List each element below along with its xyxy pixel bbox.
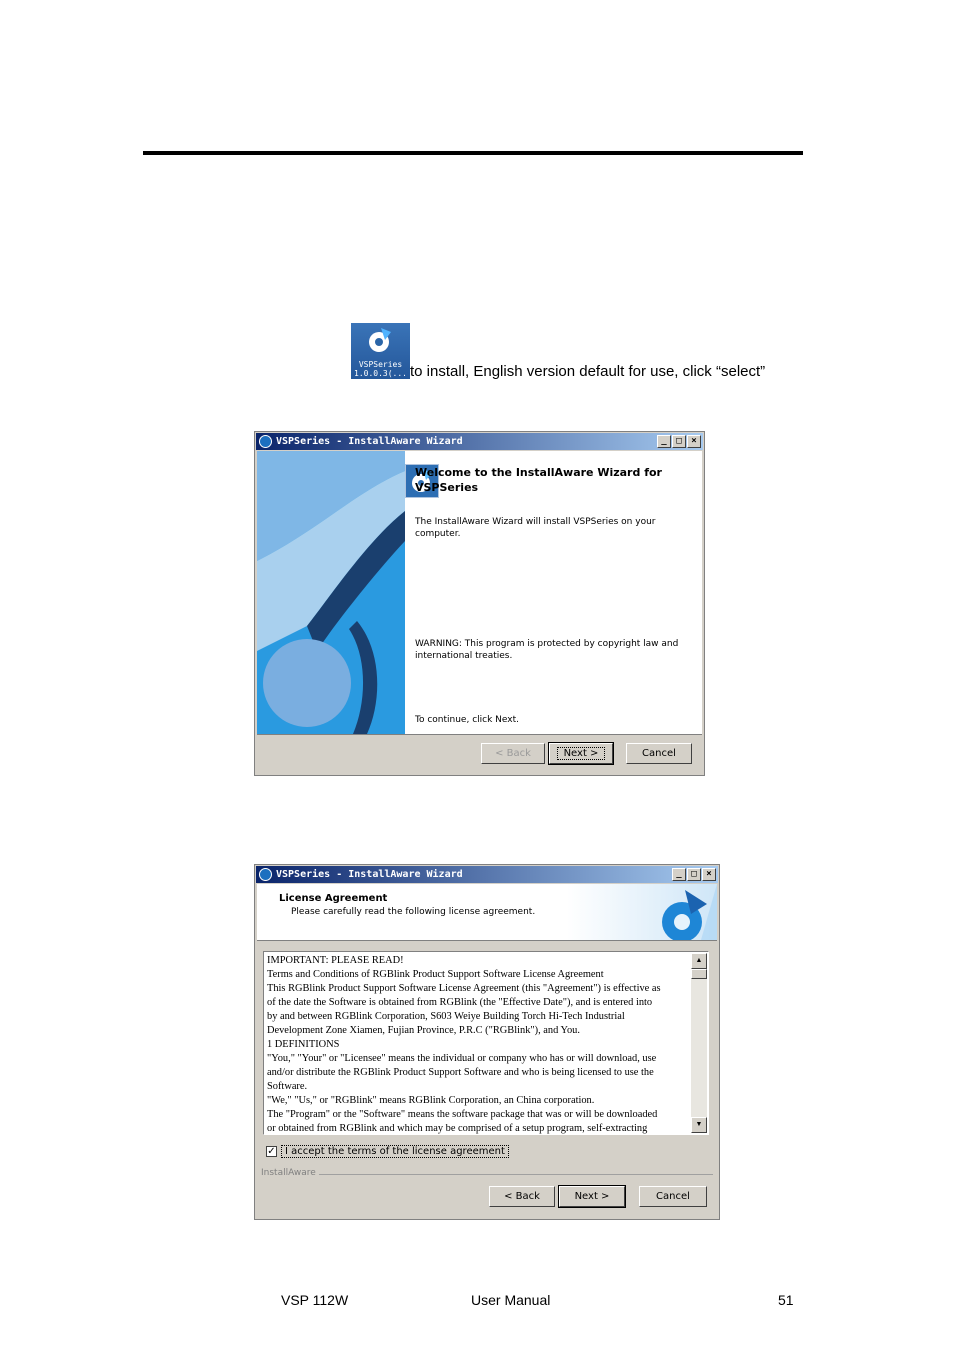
license-line: This RGBlink Product Support Software License Agreement (this "Agreement") is effective as	[267, 983, 661, 994]
license-line: Software.	[267, 1081, 308, 1092]
license-line: Development Zone Xiamen, Fujian Province, P.R.C ("RGBlink"), and You.	[267, 1025, 580, 1036]
warning-line-1: WARNING: This program is protected by copyright law and	[415, 639, 679, 649]
welcome-wizard-window	[254, 431, 705, 776]
app-title-icon	[259, 435, 272, 448]
license-text	[267, 954, 689, 1135]
license-line: of the date the Software is obtained from RGBlink (the "Effective Date"), and is entered into	[267, 997, 653, 1008]
cancel-button[interactable]: Cancel	[626, 743, 692, 764]
welcome-heading	[415, 465, 662, 495]
next-button-label: Next >	[557, 747, 606, 760]
accept-checkbox[interactable]: ✓	[267, 1146, 276, 1157]
window-titlebar[interactable]	[256, 866, 718, 883]
license-scrollbar[interactable]	[691, 953, 707, 1133]
footer-model: VSP 112W	[281, 1292, 349, 1308]
license-header	[257, 884, 717, 941]
accept-license-option[interactable]	[266, 1145, 509, 1158]
license-line: and/or distribute the RGBlink Product Support Software and who is being licensed to use the	[267, 1067, 654, 1078]
button-separator	[257, 734, 702, 735]
continue-text: To continue, click Next.	[415, 715, 519, 725]
header-swoosh-icon	[567, 884, 717, 940]
license-line: Terms and Conditions of RGBlink Product Support Software License Agreement	[267, 969, 604, 980]
footer-page-number: 51	[778, 1292, 794, 1308]
instruction-text: to install, English version default for use, click “select”	[410, 363, 766, 380]
vspseries-app-icon[interactable]	[351, 323, 410, 379]
app-title-icon	[259, 868, 272, 881]
window-title: VSPSeries - InstallAware Wizard	[276, 869, 463, 880]
accept-label[interactable]: I accept the terms of the license agreement	[281, 1145, 509, 1158]
cancel-button[interactable]: Cancel	[639, 1186, 707, 1207]
app-icon-caption: VSPSeries 1.0.0.3(...	[354, 360, 407, 378]
instruction-line	[351, 323, 821, 381]
welcome-body	[415, 516, 655, 540]
license-line: "We," "Us," or "RGBlink" means RGBlink Corporation, an China corporation.	[267, 1095, 595, 1106]
license-wizard-window	[254, 864, 720, 1220]
warning-line-2: international treaties.	[415, 651, 513, 661]
body-line-1: The InstallAware Wizard will install VSPSeries on your	[415, 517, 656, 527]
window-title: VSPSeries - InstallAware Wizard	[276, 436, 463, 447]
disc-arrow-icon	[367, 326, 395, 354]
license-title: License Agreement	[279, 893, 388, 904]
next-button[interactable]	[549, 743, 613, 764]
maximize-icon[interactable]: □	[687, 868, 701, 881]
close-icon[interactable]: ×	[702, 868, 716, 881]
scroll-up-icon[interactable]: ▲	[691, 953, 707, 969]
minimize-icon[interactable]: _	[657, 435, 671, 448]
back-button[interactable]: < Back	[481, 743, 545, 764]
back-button[interactable]: < Back	[489, 1186, 555, 1207]
brand-group-line	[261, 1174, 713, 1175]
license-line: IMPORTANT: PLEASE READ!	[267, 955, 404, 966]
footer-doc-title: User Manual	[471, 1292, 551, 1308]
scroll-thumb[interactable]	[691, 969, 707, 979]
wizard-side-artwork	[257, 451, 405, 734]
close-icon[interactable]: ×	[687, 435, 701, 448]
next-button[interactable]: Next >	[559, 1186, 625, 1207]
license-line: by and between RGBlink Corporation, S603 Weiye Building Torch Hi-Tech Industrial	[267, 1011, 625, 1022]
license-line: or obtained from RGBlink and which may be comprised of a setup program, self-extracting	[267, 1123, 648, 1134]
scroll-down-icon[interactable]: ▼	[691, 1117, 707, 1133]
license-line: 1 DEFINITIONS	[267, 1039, 340, 1050]
maximize-icon[interactable]: □	[672, 435, 686, 448]
heading-line-2: VSPSeries	[415, 481, 479, 494]
minimize-icon[interactable]: _	[672, 868, 686, 881]
body-line-2: computer.	[415, 529, 461, 539]
license-textbox[interactable]	[263, 951, 709, 1135]
copyright-warning	[415, 638, 678, 662]
installaware-brand-label: InstallAware	[261, 1168, 319, 1178]
heading-line-1: Welcome to the InstallAware Wizard for	[415, 466, 662, 479]
window-titlebar[interactable]	[256, 433, 703, 450]
license-line: "You," "Your" or "Licensee" means the individual or company who has or will download, use	[267, 1053, 657, 1064]
license-subtitle: Please carefully read the following license agreement.	[291, 907, 536, 917]
header-rule	[143, 151, 803, 155]
license-line: The "Program" or the "Software" means the software package that was or will be downloaded	[267, 1109, 658, 1120]
